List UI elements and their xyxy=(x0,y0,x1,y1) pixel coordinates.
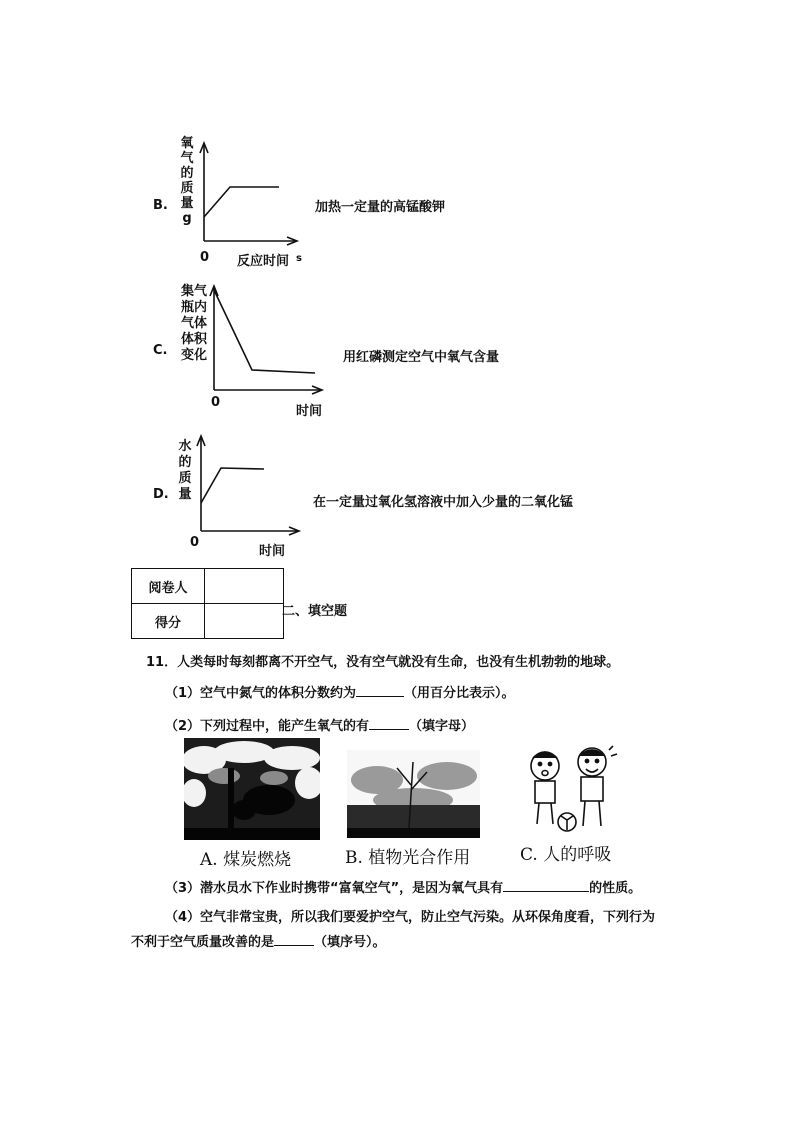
respiration-picture xyxy=(517,744,625,836)
picture-c-caption: C. 人的呼吸 xyxy=(520,845,612,865)
score-label: 得分 xyxy=(132,604,205,639)
question-11-stem: 11．人类每时每刻都离不开空气，没有空气就没有生命，也没有生机勃勃的地球。 xyxy=(146,655,620,670)
picture-b-caption: B. 植物光合作用 xyxy=(345,848,471,868)
question-11-part2: （2）下列过程中，能产生氧气的有 （填字母） xyxy=(165,719,475,734)
graph-d-curve xyxy=(201,468,264,503)
graph-d-xlabel: 时间 xyxy=(259,544,286,559)
question-11-part3: （3）潜水员水下作业时携带“富氧空气”，是因为氧气具有 的性质。 xyxy=(165,881,642,896)
graph-d-plot xyxy=(192,428,312,538)
question-11-part1: （1）空气中氮气的体积分数约为 （用百分比表示）。 xyxy=(165,686,515,701)
graph-b-ylabel: 氧 气 的 质 量 g xyxy=(180,136,194,226)
answer-blank-1[interactable] xyxy=(356,684,404,697)
graph-c-caption: 用红磷测定空气中氧气含量 xyxy=(343,350,500,365)
graph-d-caption: 在一定量过氧化氢溶液中加入少量的二氧化锰 xyxy=(313,495,574,510)
photosynthesis-image xyxy=(347,750,480,838)
graph-c-curve xyxy=(214,290,315,373)
section-title: 二、填空题 xyxy=(282,604,348,619)
graph-b-origin: 0 xyxy=(200,250,210,265)
graph-b-xlabel: 反应时间 xyxy=(237,254,290,269)
reviewer-label: 阅卷人 xyxy=(132,569,205,604)
graph-b-caption: 加热一定量的高锰酸钾 xyxy=(315,200,446,215)
graph-b-curve xyxy=(204,187,279,217)
respiration-image xyxy=(517,744,625,836)
question-11-part4-line1: （4）空气非常宝贵，所以我们要爱护空气，防止空气污染。从环保角度看，下列行为 xyxy=(165,910,656,925)
graph-d-origin: 0 xyxy=(190,535,200,550)
graph-c-plot xyxy=(205,278,335,393)
picture-a-caption: A. 煤炭燃烧 xyxy=(200,850,292,870)
graph-c-xlabel: 时间 xyxy=(296,404,323,419)
answer-blank-2[interactable] xyxy=(369,717,409,730)
graph-d-ylabel: 水 的 质 量 xyxy=(178,439,192,502)
question-11-part4-line2: 不利于空气质量改善的是 （填序号）。 xyxy=(131,935,386,950)
graph-c-ylabel: 集气 瓶内 气体 体积 变化 xyxy=(180,284,207,363)
answer-blank-4[interactable] xyxy=(274,933,314,946)
score-cell[interactable] xyxy=(205,604,284,639)
option-c-label: C. xyxy=(153,343,168,358)
graph-c-origin: 0 xyxy=(211,395,221,410)
score-table xyxy=(131,568,284,639)
photosynthesis-picture xyxy=(347,750,480,838)
answer-blank-3[interactable] xyxy=(503,879,589,892)
option-b-label: B. xyxy=(153,198,168,213)
coal-burning-picture xyxy=(184,738,320,840)
reviewer-cell[interactable] xyxy=(205,569,284,604)
graph-b-xunit: s xyxy=(296,253,302,264)
graph-b-plot xyxy=(195,135,315,250)
option-d-label: D. xyxy=(153,487,169,502)
coal-burning-image xyxy=(184,738,320,840)
